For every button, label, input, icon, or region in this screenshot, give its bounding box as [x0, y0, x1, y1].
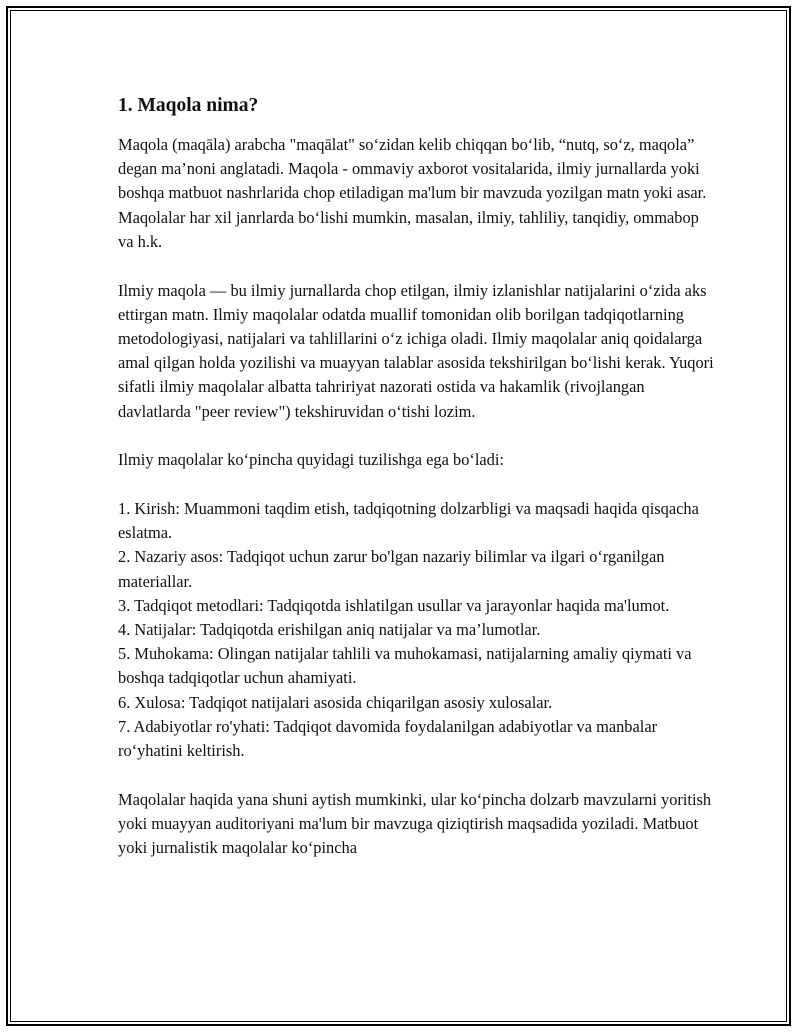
structure-list: [118, 497, 718, 763]
closing-paragraph: Maqolalar haqida yana shuni aytish mumkinki, ular ko‘pincha dolzarb mavzularni yoritish yoki muayyan auditoriyani ma'lum bir mavzuga qiziqtirish maqsadida yoziladi. Matbuot yoki jurnalistik maqolalar ko‘pincha: [118, 789, 712, 858]
list-item: 1. Kirish: Muammoni taqdim etish, tadqiqotning dolzarbligi va maqsadi haqida qisqacha eslatma.: [118, 498, 699, 543]
list-item: 7. Adabiyotlar ro'yhati: Tadqiqot davomida foydalanilgan adabiyotlar va manbalar ro‘yhatini keltirish.: [118, 716, 658, 760]
list-item: 6. Xulosa: Tadqiqot natijalari asosida chiqarilgan asosiy xulosalar.: [118, 692, 553, 712]
document-body: [118, 93, 718, 885]
section-heading: 1. Maqola nima?: [118, 95, 259, 116]
scientific-article-paragraph: Ilmiy maqola — bu ilmiy jurnallarda chop etilgan, ilmiy izlanishlar natijalarini o‘zida aks ettirgan matn. Ilmiy maqolalar odatda muallif tomonidan olib borilgan tadqiqotlarning metodologiyasi, natijalari va tahlillarini o‘z ichiga oladi. Ilmiy maqolalar aniq qoidalarga amal qilgan holda yozilishi va muayyan talablar asosida tekshirilgan bo‘lishi kerak. Yuqori sifatli ilmiy maqolalar albatta tahririyat nazorati ostida va hakamlik (rivojlangan davlatlarda "peer review") tekshiruvidan o‘tishi lozim.: [118, 280, 714, 421]
structure-intro-paragraph: Ilmiy maqolalar ko‘pincha quyidagi tuzilishga ega bo‘ladi:: [118, 450, 504, 470]
list-item: 3. Tadqiqot metodlari: Tadqiqotda ishlatilgan usullar va jarayonlar haqida ma'lumot.: [118, 595, 670, 615]
list-item: 4. Natijalar: Tadqiqotda erishilgan aniq natijalar va ma’lumotlar.: [118, 619, 541, 639]
list-item: 5. Muhokama: Olingan natijalar tahlili va muhokamasi, natijalarning amaliy qiymati va boshqa tadqiqotlar uchun ahamiyati.: [118, 644, 692, 688]
intro-paragraph: Maqola (maqāla) arabcha "maqālat" so‘zidan kelib chiqqan bo‘lib, “nutq, so‘z, maqola” degan ma’noni anglatadi. Maqola - ommaviy axborot vositalarida, ilmiy jurnallarda yoki boshqa matbuot nashrlarida chop etiladigan ma'lum bir mavzuda yozilgan matn yoki asar. Maqolalar har xil janrlarda bo‘lishi mumkin, masalan, ilmiy, tahliliy, tanqidiy, ommabop va h.k.: [118, 135, 707, 251]
list-item: 2. Nazariy asos: Tadqiqot uchun zarur bo'lgan nazariy bilimlar va ilgari o‘rganilgan materiallar.: [118, 547, 665, 591]
